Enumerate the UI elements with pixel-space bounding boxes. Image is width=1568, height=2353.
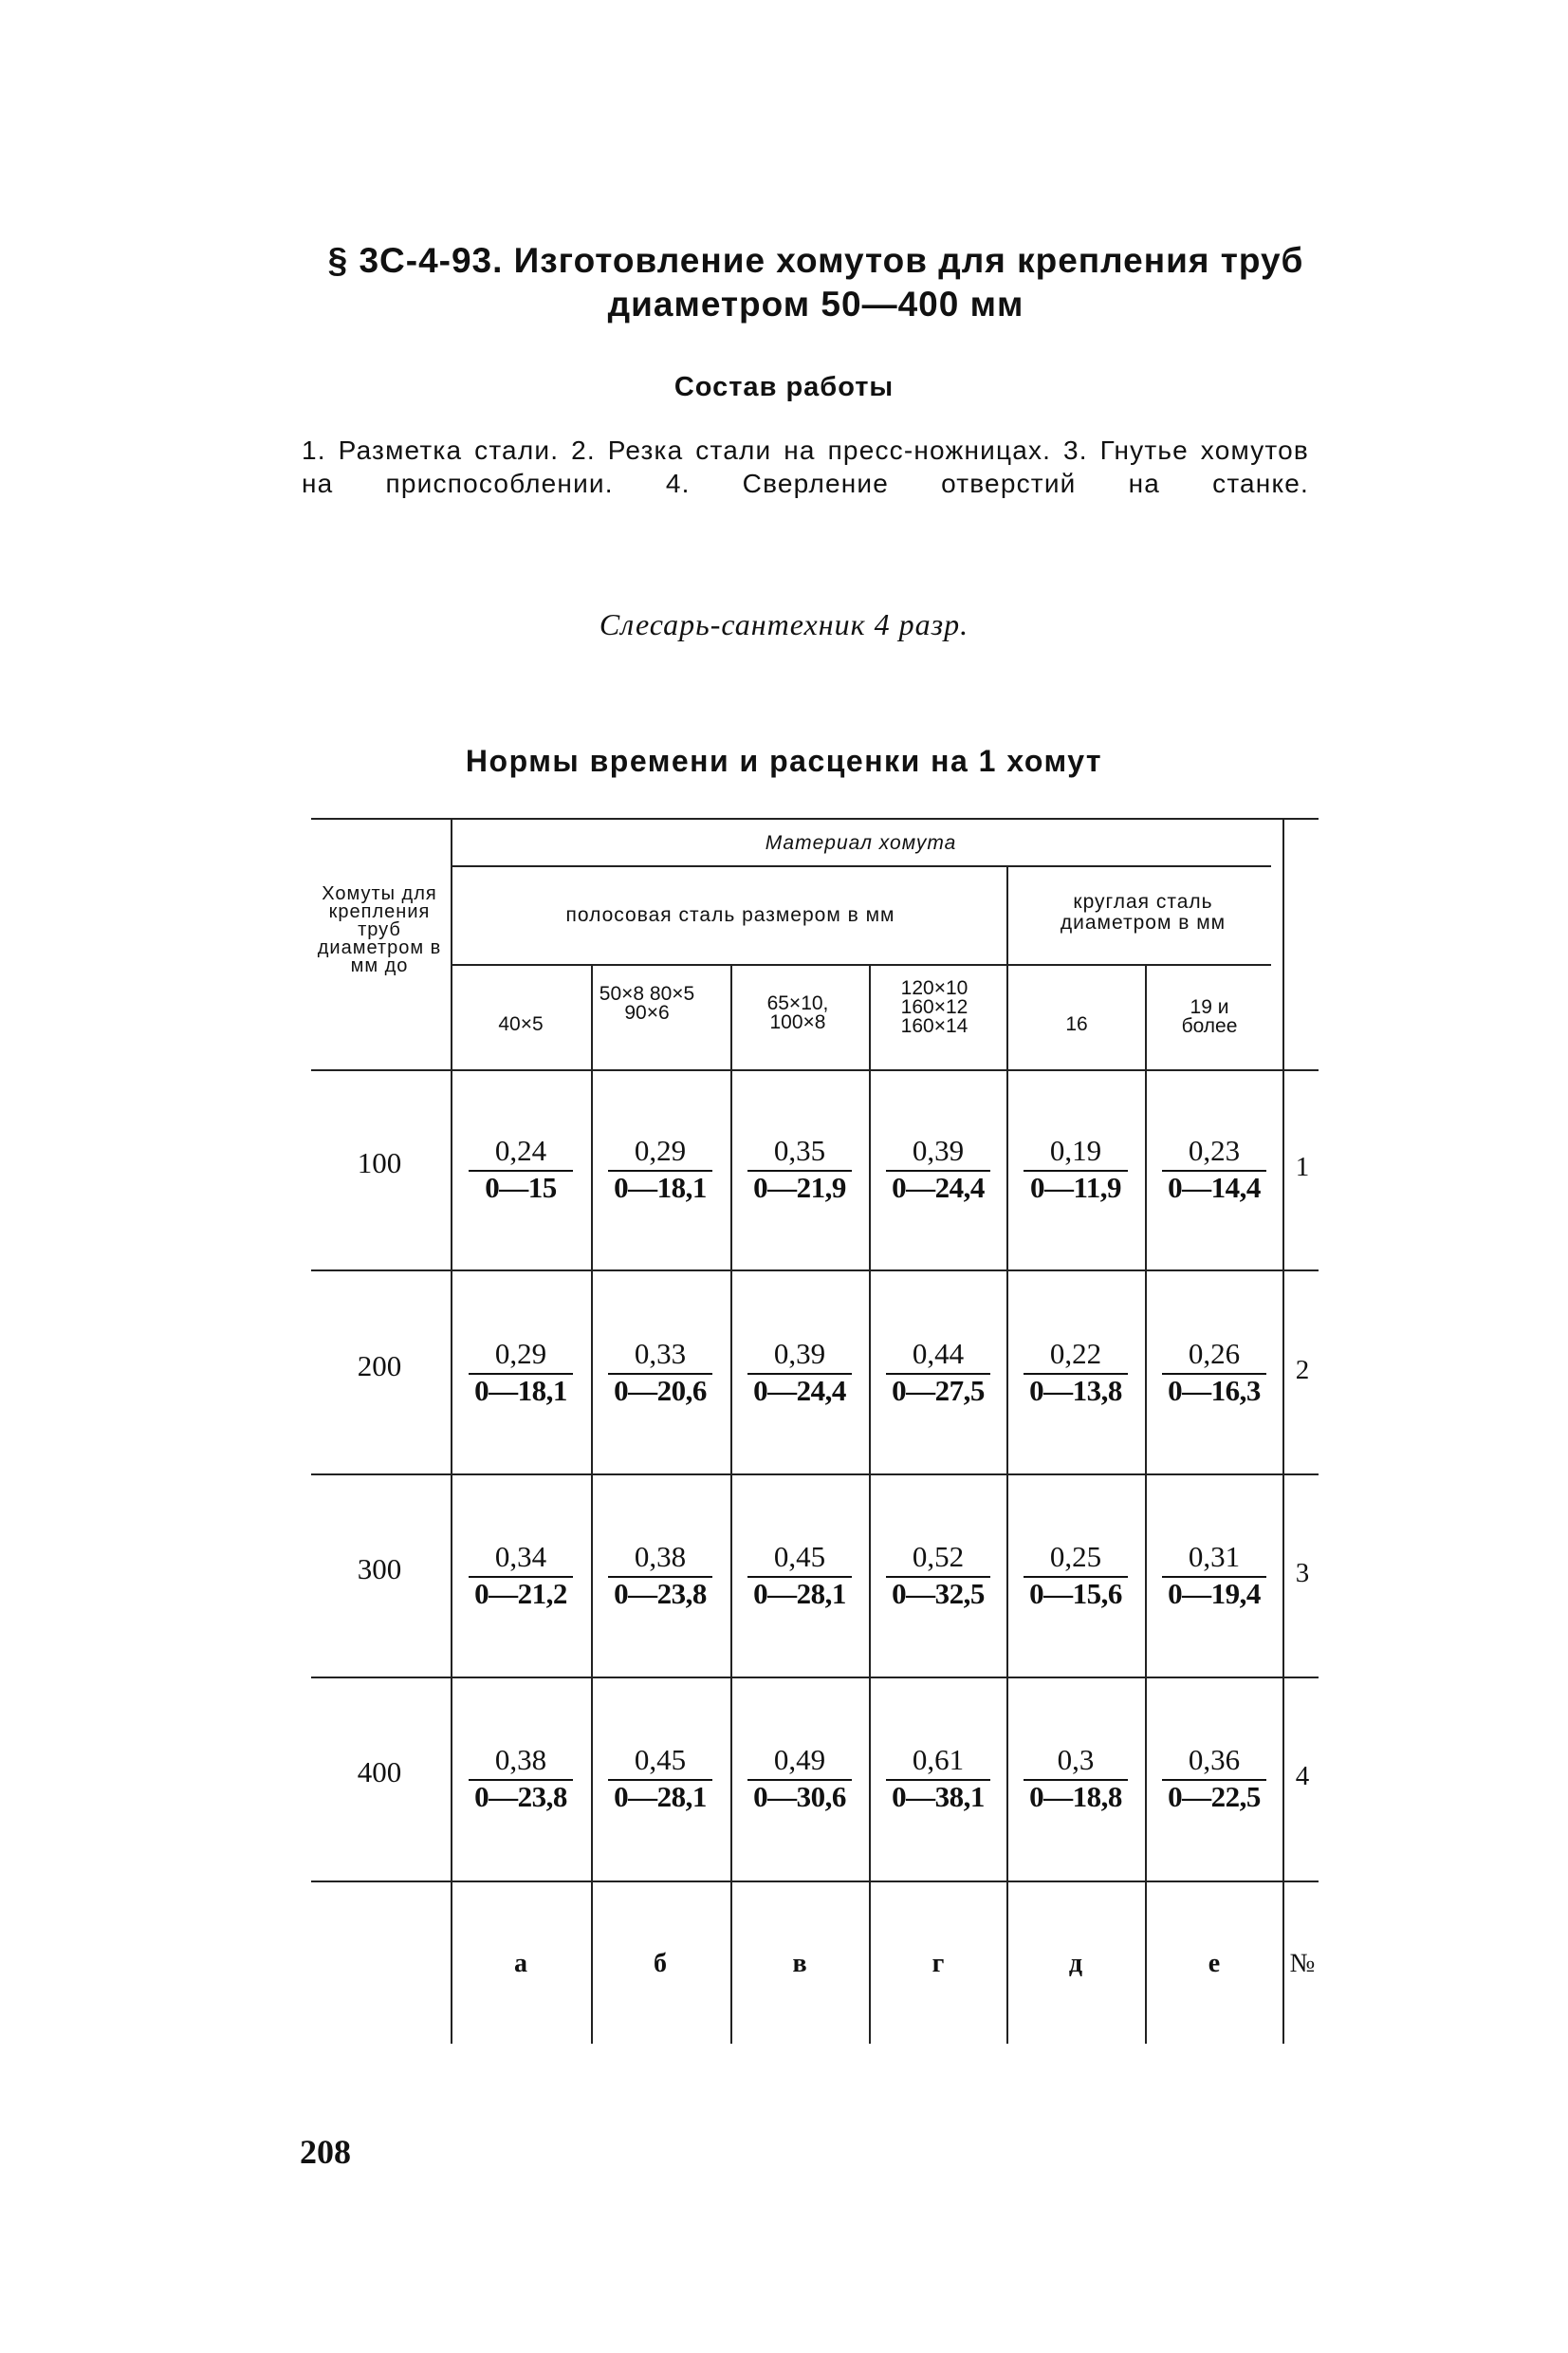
- cell-r4-f: 0,36 0—22,5: [1153, 1744, 1276, 1813]
- table-rule-material: [451, 865, 1271, 867]
- section-title: [294, 239, 1337, 326]
- table-rule-row-4: [311, 1881, 1319, 1882]
- column-letter-e: е: [1208, 1949, 1221, 1978]
- table-rule-row-2: [311, 1473, 1319, 1475]
- work-composition-text: 1. Разметка стали. 2. Резка стали на пресс-ножницах. 3. Гнутье хомутов на приспособлении. 4. Сверление отверстий на станке.: [302, 435, 1309, 498]
- cell-r4-a: 0,38 0—23,8: [459, 1744, 582, 1813]
- cell-r2-c: 0,39 0—24,4: [738, 1338, 861, 1407]
- table-rule-header-bottom: [311, 1069, 1319, 1071]
- worker-grade: Слесарь-сантехник 4 разр.: [599, 607, 969, 641]
- cell-r4-c: 0,49 0—30,6: [738, 1744, 861, 1813]
- table-rule-subheader: [451, 964, 1271, 966]
- cell-r2-b: 0,33 0—20,6: [599, 1338, 722, 1407]
- cell-r4-e: 0,3 0—18,8: [1014, 1744, 1137, 1813]
- page-number: 208: [300, 2133, 351, 2171]
- size-col-f: 19 и более: [1181, 996, 1238, 1037]
- work-composition-heading: Состав работы: [673, 372, 895, 402]
- round-steel-header: круглая сталь диаметром в мм: [1060, 891, 1227, 934]
- stub-header: Хомуты для крепления труб диаметром в мм до: [317, 883, 442, 976]
- column-letter-v: в: [792, 1949, 807, 1978]
- cell-r2-a: 0,29 0—18,1: [459, 1338, 582, 1407]
- section-title-line-1: § 3С-4-93. Изготовление хомутов для крепления труб: [327, 241, 1304, 280]
- column-letter-g: г: [932, 1949, 945, 1978]
- cell-r1-c: 0,35 0—21,9: [738, 1135, 861, 1204]
- table-rule-row-3: [311, 1677, 1319, 1678]
- table-rule-v-num: [1282, 818, 1284, 2044]
- cell-r3-f: 0,31 0—19,4: [1153, 1541, 1276, 1610]
- cell-r1-e: 0,19 0—11,9: [1014, 1135, 1137, 1204]
- size-col-c: 65×10, 100×8: [766, 992, 829, 1033]
- cell-r3-e: 0,25 0—15,6: [1014, 1541, 1137, 1610]
- cell-r3-d: 0,52 0—32,5: [876, 1541, 1000, 1610]
- table-rule-v-e: [1145, 964, 1147, 2044]
- size-col-b: 50×8 80×5 90×6: [599, 983, 695, 1024]
- size-col-a: 40×5: [498, 1013, 544, 1035]
- column-letter-a: а: [514, 1949, 527, 1978]
- table-rule-row-1: [311, 1269, 1319, 1271]
- table-rule-v-c: [869, 964, 871, 2044]
- cell-r2-f: 0,26 0—16,3: [1153, 1338, 1276, 1407]
- cell-r2-e: 0,22 0—13,8: [1014, 1338, 1137, 1407]
- row-diameter: 300: [357, 1552, 402, 1585]
- norms-table-title: Нормы времени и расценки на 1 хомут: [465, 744, 1103, 778]
- table-rule-v-a: [591, 964, 593, 2044]
- material-header: Материал хомута: [765, 832, 957, 854]
- row-number: 1: [1295, 1152, 1310, 1182]
- cell-r1-a: 0,24 0—15: [459, 1135, 582, 1204]
- row-number: 2: [1295, 1355, 1310, 1385]
- cell-r1-f: 0,23 0—14,4: [1153, 1135, 1276, 1204]
- row-diameter: 100: [357, 1146, 402, 1179]
- table-rule-v-d: [1006, 865, 1008, 2044]
- number-column-label: №: [1289, 1949, 1316, 1978]
- size-col-e: 16: [1065, 1013, 1088, 1035]
- strip-steel-header: полосовая сталь размером в мм: [565, 904, 895, 926]
- table-rule-v-b: [730, 964, 732, 2044]
- row-number: 4: [1295, 1761, 1310, 1791]
- cell-r3-c: 0,45 0—28,1: [738, 1541, 861, 1610]
- row-number: 3: [1295, 1558, 1310, 1588]
- cell-r2-d: 0,44 0—27,5: [876, 1338, 1000, 1407]
- cell-r4-b: 0,45 0—28,1: [599, 1744, 722, 1813]
- table-rule-v-stub: [451, 818, 452, 2044]
- cell-r4-d: 0,61 0—38,1: [876, 1744, 1000, 1813]
- size-col-d: 120×10 160×12 160×14: [900, 977, 968, 1037]
- row-diameter: 400: [357, 1755, 402, 1788]
- cell-r3-a: 0,34 0—21,2: [459, 1541, 582, 1610]
- table-rule-top: [311, 818, 1319, 820]
- cell-r1-d: 0,39 0—24,4: [876, 1135, 1000, 1204]
- row-diameter: 200: [357, 1349, 402, 1382]
- cell-r3-b: 0,38 0—23,8: [599, 1541, 722, 1610]
- cell-r1-b: 0,29 0—18,1: [599, 1135, 722, 1204]
- column-letter-b: б: [654, 1949, 667, 1978]
- column-letter-d: д: [1068, 1949, 1083, 1978]
- section-title-line-2: диаметром 50—400 мм: [607, 285, 1024, 324]
